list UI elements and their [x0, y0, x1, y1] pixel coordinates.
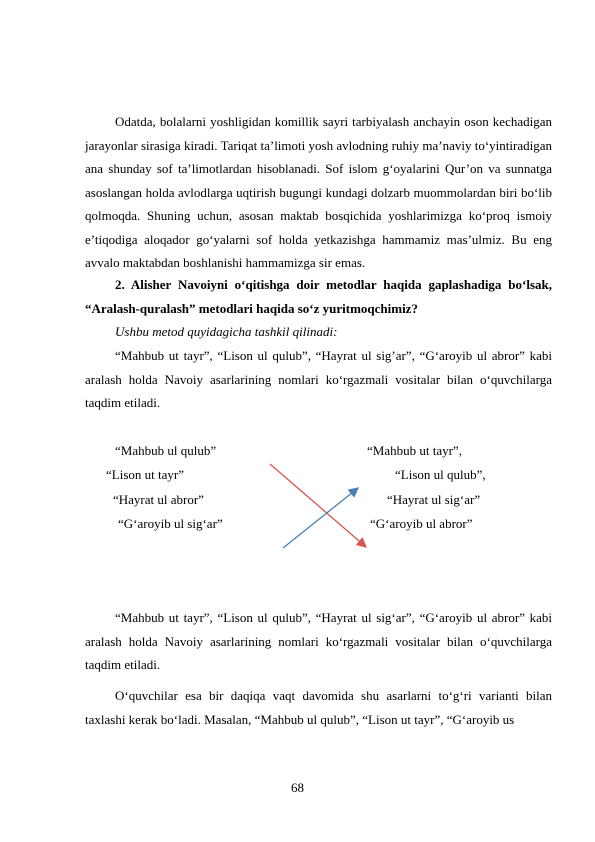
left-item-3: “Hayrat ul abror”: [113, 492, 204, 507]
page-number: 68: [291, 780, 304, 795]
left-item-1: “Mahbub ul qulub”: [115, 443, 217, 458]
paragraph-student-task: O‘quvchilar esa bir daqiqa vaqt davomida shu asarlarni to‘g‘ri varianti bilan taxlashi kerak bo‘ladi. Masalan, “Mahbub ul qulub”, “Lison ut tayr”, “G‘aroyib us: [85, 688, 552, 727]
right-item-4: “G‘aroyib ul abror”: [370, 516, 473, 531]
paragraph-method-description-repeat: “Mahbub ut tayr”, “Lison ul qulub”, “Hayrat ul sig‘ar”, “G‘aroyib ul abror” kabi aralash holda Navoiy asarlarining nomlari ko‘rgazmali vositalar bilan o‘quvchilarga taqdim etiladi.: [85, 610, 552, 672]
left-item-2: “Lison ut tayr”: [106, 467, 184, 482]
section-heading: 2. Alisher Navoiyni o‘qitishga doir metodlar haqida gaplashadiga bo‘lsak, “Aralash-quralash” metodlari haqida so‘z yuritmoqchimiz?: [85, 277, 552, 316]
right-item-2: “Lison ul qulub”,: [395, 467, 486, 482]
paragraph-intro: Odatda, bolalarni yoshligidan komillik sayri tarbiyalash anchayin oson kechadigan jarayonlar sirasiga kiradi. Tariqat ta’limoti yosh avlodning ruhiy ma’naviy to‘yintiradigan ana shunday sof ta’limotlardan hisoblanadi. Sof islom g‘oyalarini Qur’on va sunnatga asoslangan holda avlodlarga uqtirish bugungi kundagi dolzarb muommolardan biri bo‘lib qolmoqda. Shuning uchun, asosan maktab bosqichida yoshlarimizga ko‘proq ismoiy e’tiqodiga aloqador go‘yalarni sof holda yetkazishga hammamiz mas’ulmiz. Bu eng avvalo maktabdan boshlanishi hammamizga sir emas.: [85, 114, 552, 270]
method-intro-line: Ushbu metod quyidagicha tashkil qilinadi:: [115, 324, 338, 339]
right-item-3: “Hayrat ul sig‘ar”: [387, 492, 481, 507]
left-item-4: “G‘aroyib ul sig‘ar”: [118, 516, 223, 531]
right-item-1: “Mahbub ut tayr”,: [367, 443, 462, 458]
paragraph-method-description: “Mahbub ut tayr”, “Lison ul qulub”, “Hayrat ul sig’ar”, “G‘aroyib ul abror” kabi aralash holda Navoiy asarlarining nomlari ko‘rgazmali vositalar bilan o‘quvchilarga taqdim etiladi.: [85, 348, 552, 410]
blue-connector-line: [283, 488, 358, 548]
red-connector-line: [270, 464, 366, 547]
